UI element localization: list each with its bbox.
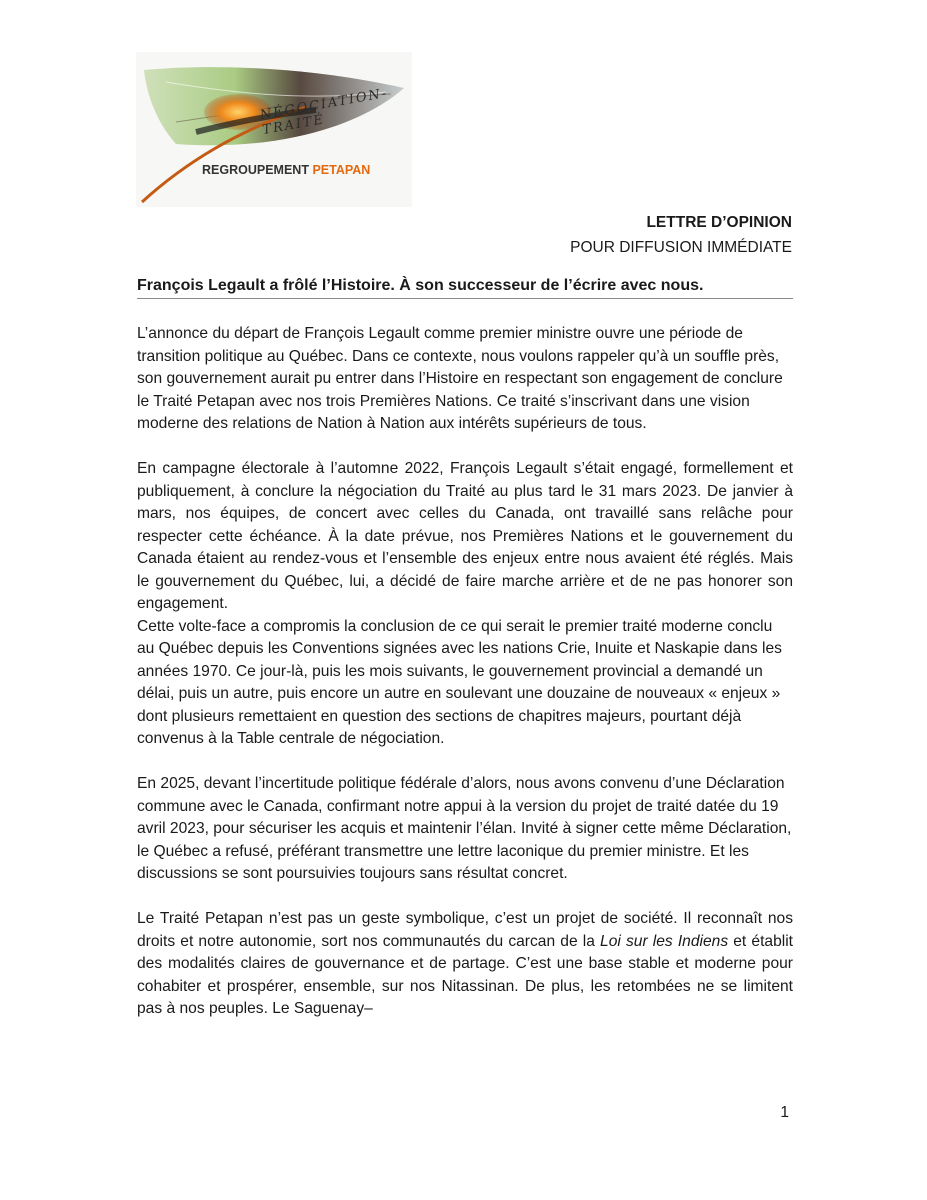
logo: [136, 52, 412, 207]
paragraph-1: L’annonce du départ de François Legault comme premier ministre ouvre une période de transition politique au Québec. Dans ce contexte, nous voulons rappeler qu’à un souffle près, son gouvernement aurait pu entrer dans l’Histoire en respectant son engagement de conclure le Traité Petapan avec nos trois Premières Nations. Ce traité s’inscrivant dans une vision moderne des relations de Nation à Nation aux intérêts supérieurs de tous.: [137, 325, 783, 432]
headline: François Legault a frôlé l’Histoire. À son successeur de l’écrire avec nous.: [137, 275, 793, 299]
letter-type: LETTRE D’OPINION: [646, 214, 792, 231]
paragraph-5-part-a: Le Traité Petapan n’est pas un geste symbolique, c’est un projet de société. Il reconnaît nos droits et notre autonomie, sort nos communautés du carcan de la: [137, 910, 793, 950]
paragraph-5-part-b: et établit des modalités claires de gouvernance et de partage. C’est une base stable et moderne pour cohabiter et prospérer, ensemble, sur nos Nitassinan. De plus, les retombées ne se limitent pas à nos peuples. Le Saguenay–: [137, 932, 794, 1017]
paragraph-5: [137, 908, 793, 1021]
letter-body: [137, 323, 793, 1043]
logo-title: NÉGOCIATION-TRAITÉ: [258, 85, 390, 138]
law-title: Loi sur les Indiens: [600, 932, 729, 950]
paragraph-4: En 2025, devant l’incertitude politique fédérale d’alors, nous avons convenu d’une Déclaration commune avec le Canada, confirmant notre appui à la version du projet de traité datée du 19 avril 2023, pour sécuriser les acquis et maintenir l’élan. Invité à signer cette même Déclaration, le Québec a refusé, préférant transmettre une lettre laconique du premier ministre. Et les discussions se sont poursuivies toujours sans résultat concret.: [137, 775, 792, 882]
release-note: POUR DIFFUSION IMMÉDIATE: [570, 239, 792, 256]
paragraph-2: En campagne électorale à l’automne 2022, François Legault s’était engagé, formellement et publiquement, à conclure la négociation du Traité au plus tard le 31 mars 2023. De janvier à mars, nos équipes, de concert avec celles du Canada, ont travaillé sans relâche pour respecter cette échéance. À la date prévue, nos Premières Nations et le gouvernement du Canada étaient au rendez-vous et l’ensemble des enjeux entre nous avaient été réglés. Mais le gouvernement du Québec, lui, a décidé de faire marche arrière et de ne pas honorer son engagement.: [137, 460, 793, 612]
logo-org-accent: PETAPAN: [312, 163, 371, 177]
page-number: 1: [780, 1104, 789, 1121]
letter-header: [570, 210, 792, 260]
logo-org-prefix: REGROUPEMENT: [202, 163, 309, 177]
paragraph-3: Cette volte-face a compromis la conclusion de ce qui serait le premier traité moderne conclu au Québec depuis les Conventions signées avec les nations Crie, Inuite et Naskapie dans les années 1970. Ce jour-là, puis les mois suivants, le gouvernement provincial a demandé un délai, puis un autre, puis encore un autre en soulevant une douzaine de nouveaux « enjeux » dont plusieurs remettaient en question des sections de chapitres majeurs, pourtant déjà convenus à la Table centrale de négociation.: [137, 617, 782, 747]
logo-org-name: [202, 163, 370, 177]
